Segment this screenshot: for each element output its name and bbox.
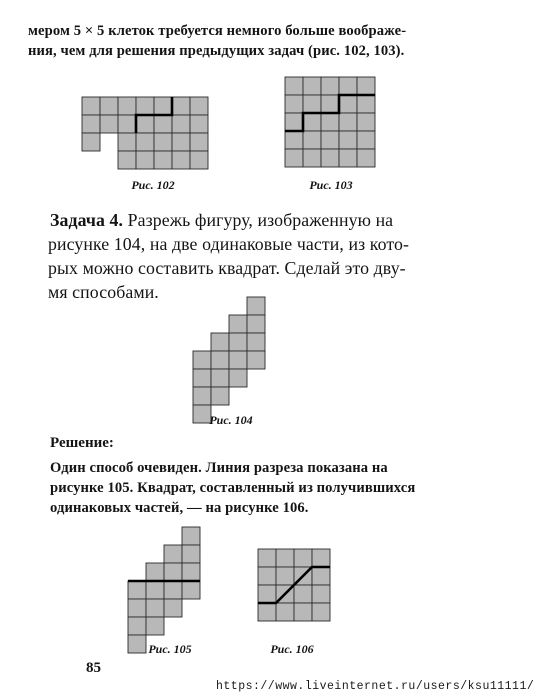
- grid-cell: [339, 113, 357, 131]
- task-paragraph: [50, 208, 409, 304]
- grid-cell: [136, 97, 154, 115]
- grid-cell: [190, 151, 208, 169]
- grid-cell: [357, 77, 375, 95]
- grid-cell: [211, 351, 229, 369]
- caption-fig105: Рис. 105: [148, 642, 192, 656]
- task-line-4: мя способами.: [48, 282, 159, 302]
- grid-cell: [258, 603, 276, 621]
- intro-line-2: ния, чем для решения предыдущих задач (рис. 102, 103).: [28, 43, 405, 59]
- grid-cell: [247, 351, 265, 369]
- grid-cell: [118, 133, 136, 151]
- grid-cell: [193, 369, 211, 387]
- task-line-2: рисунке 104, на две одинаковые части, из кото-: [48, 234, 409, 254]
- grid-cell: [154, 97, 172, 115]
- grid-cell: [118, 151, 136, 169]
- grid-cell: [285, 113, 303, 131]
- grid-cell: [339, 131, 357, 149]
- grid-cell: [146, 599, 164, 617]
- grid-cell: [193, 351, 211, 369]
- grid-cell: [136, 151, 154, 169]
- grid-cell: [303, 95, 321, 113]
- grid-cell: [154, 133, 172, 151]
- grid-cell: [321, 95, 339, 113]
- grid-cell: [146, 617, 164, 635]
- grid-cell: [276, 603, 294, 621]
- grid-cell: [339, 149, 357, 167]
- grid-cell: [294, 585, 312, 603]
- grid-cell: [285, 95, 303, 113]
- grid-cell: [247, 297, 265, 315]
- grid-cell: [357, 131, 375, 149]
- solution-paragraph: [50, 458, 415, 518]
- grid-cell: [321, 77, 339, 95]
- intro-paragraph: [28, 21, 406, 61]
- grid-cell: [303, 149, 321, 167]
- grid-cell: [182, 545, 200, 563]
- grid-cell: [154, 151, 172, 169]
- grid-cell: [164, 599, 182, 617]
- grid-cell: [82, 97, 100, 115]
- grid-cell: [100, 115, 118, 133]
- grid-cell: [82, 133, 100, 151]
- grid-cell: [193, 387, 211, 405]
- figure-103: [285, 77, 376, 169]
- grid-cell: [128, 599, 146, 617]
- grid-cell: [303, 113, 321, 131]
- grid-cell: [190, 133, 208, 151]
- grid-cell: [100, 97, 118, 115]
- grid-cell: [321, 149, 339, 167]
- grid-cell: [294, 549, 312, 567]
- task-line-1: [50, 208, 409, 232]
- grid-cell: [285, 77, 303, 95]
- caption-fig103: Рис. 103: [309, 178, 353, 192]
- grid-cell: [321, 131, 339, 149]
- intro-line-1: мером 5 × 5 клеток требуется немного больше воображе-: [28, 23, 407, 39]
- grid-cell: [276, 567, 294, 585]
- grid-cell: [190, 115, 208, 133]
- grid-cell: [136, 115, 154, 133]
- grid-cell: [146, 563, 164, 581]
- grid-cell: [164, 563, 182, 581]
- grid-cell: [258, 567, 276, 585]
- grid-cell: [164, 545, 182, 563]
- grid-cell: [211, 387, 229, 405]
- grid-cell: [357, 113, 375, 131]
- grid-cell: [172, 115, 190, 133]
- grid-cell: [118, 115, 136, 133]
- solution-line-1: Один способ очевиден. Линия разреза показана на: [50, 460, 388, 476]
- figure-106: [258, 549, 332, 624]
- grid-cell: [172, 151, 190, 169]
- grid-cell: [128, 617, 146, 635]
- solution-heading: Решение:: [50, 435, 114, 451]
- grid-cell: [312, 603, 330, 621]
- figure-105: [128, 527, 201, 631]
- grid-cell: [312, 585, 330, 603]
- grid-cell: [321, 113, 339, 131]
- grid-cell: [276, 549, 294, 567]
- figure-102: [82, 97, 209, 169]
- grid-cell: [339, 77, 357, 95]
- grid-cell: [182, 563, 200, 581]
- grid-cell: [247, 315, 265, 333]
- caption-fig102: Рис. 102: [131, 178, 175, 192]
- grid-cell: [229, 333, 247, 351]
- grid-cell: [339, 95, 357, 113]
- grid-cell: [258, 549, 276, 567]
- task-text-1: Разрежь фигуру, изображенную на: [123, 210, 394, 230]
- grid-cell: [172, 97, 190, 115]
- grid-cell: [82, 115, 100, 133]
- grid-cell: [247, 333, 265, 351]
- figure-104: [193, 297, 266, 401]
- grid-cell: [182, 581, 200, 599]
- solution-line-2: рисунке 105. Квадрат, составленный из получившихся: [50, 480, 416, 496]
- grid-cell: [229, 369, 247, 387]
- footer-url: https://www.liveinternet.ru/users/ksu11111/: [216, 680, 534, 693]
- task-line-3: рых можно составить квадрат. Сделай это дву-: [48, 258, 406, 278]
- grid-cell: [182, 527, 200, 545]
- grid-cell: [146, 581, 164, 599]
- grid-cell: [285, 131, 303, 149]
- grid-cell: [190, 97, 208, 115]
- grid-cell: [303, 131, 321, 149]
- grid-cell: [312, 567, 330, 585]
- page-number: 85: [86, 660, 101, 676]
- grid-cell: [229, 315, 247, 333]
- grid-cell: [211, 369, 229, 387]
- grid-cell: [154, 115, 172, 133]
- solution-line-3: одинаковых частей, — на рисунке 106.: [50, 500, 309, 516]
- grid-cell: [118, 97, 136, 115]
- caption-fig106: Рис. 106: [270, 642, 314, 656]
- grid-cell: [172, 133, 190, 151]
- grid-cell: [136, 133, 154, 151]
- grid-cell: [294, 603, 312, 621]
- grid-cell: [211, 333, 229, 351]
- grid-cell: [312, 549, 330, 567]
- grid-cell: [128, 581, 146, 599]
- caption-fig104: Рис. 104: [209, 413, 253, 427]
- grid-cell: [164, 581, 182, 599]
- task-heading: Задача 4.: [50, 210, 124, 230]
- grid-cell: [285, 149, 303, 167]
- grid-cell: [303, 77, 321, 95]
- grid-cell: [357, 95, 375, 113]
- grid-cell: [258, 585, 276, 603]
- grid-cell: [357, 149, 375, 167]
- grid-cell: [229, 351, 247, 369]
